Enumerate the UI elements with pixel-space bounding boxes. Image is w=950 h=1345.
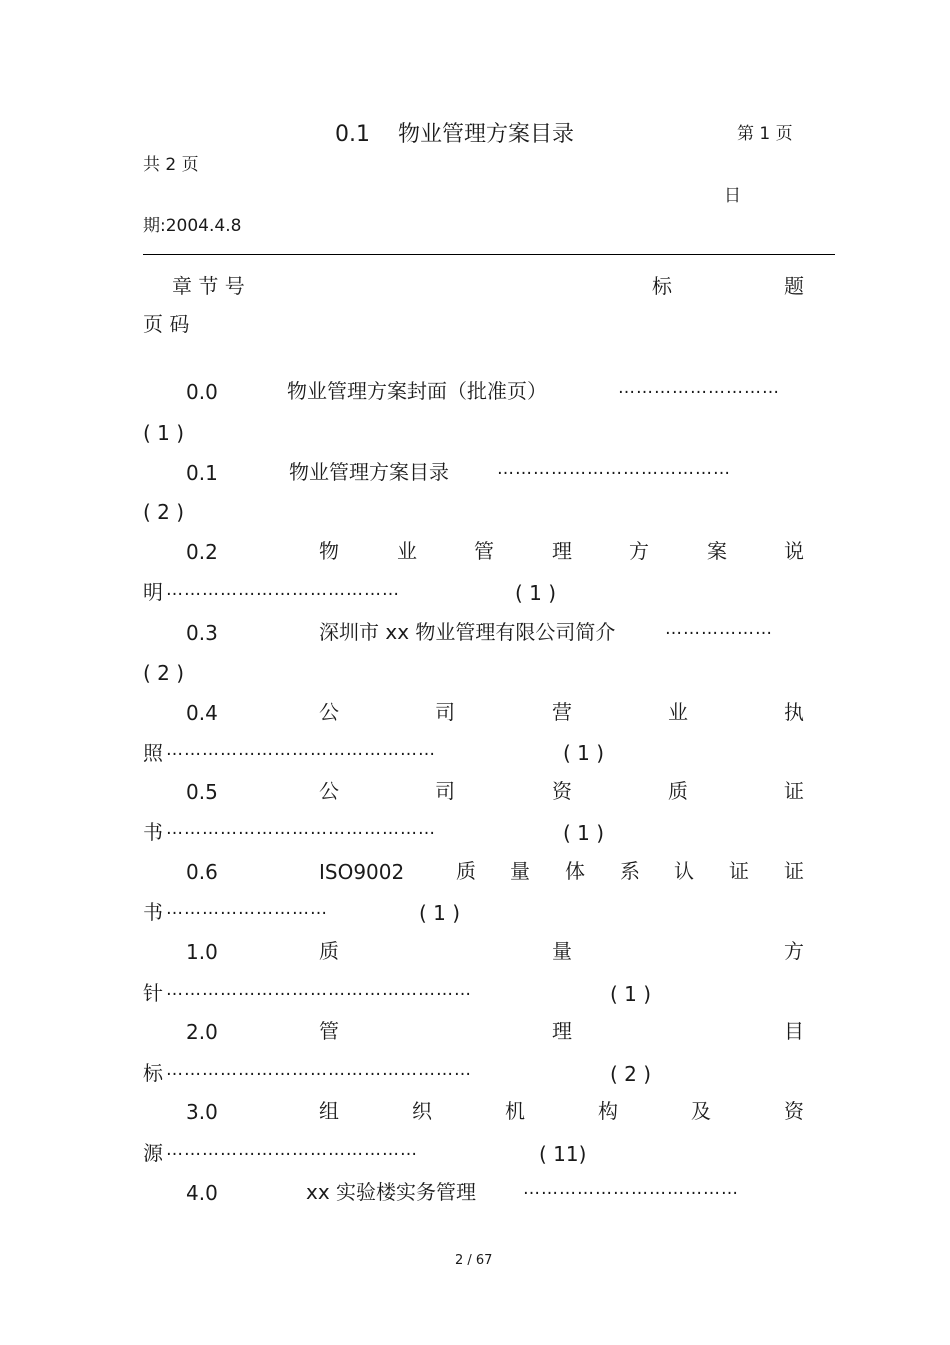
total-pages-label: 共 2 页 xyxy=(143,155,199,175)
header-divider xyxy=(143,254,835,255)
entry-page: ( 1 ) xyxy=(143,421,185,445)
entry-leader: ……………………… xyxy=(166,899,328,919)
entry-title-char: 理 xyxy=(552,539,572,563)
entry-page: ( 1 ) xyxy=(419,901,461,925)
entry-title-char: 物 xyxy=(319,539,339,563)
entry-leader: ……………………………………… xyxy=(166,740,436,760)
entry-leader: ……………………… xyxy=(618,378,780,398)
entry-title-char: 证 xyxy=(729,859,749,883)
entry-title-char: 业 xyxy=(397,539,417,563)
column-chapter: 章 节 号 xyxy=(172,274,245,298)
entry-page: ( 2 ) xyxy=(143,500,185,524)
entry-leader: ………………………………… xyxy=(166,580,400,600)
entry-title-char: 证 xyxy=(784,859,804,883)
entry-title-char: 质 xyxy=(668,779,688,803)
column-title-b: 题 xyxy=(784,274,804,298)
entry-title-char: 体 xyxy=(565,859,585,883)
entry-title: 物业管理方案目录 xyxy=(289,460,449,484)
entry-title-char: 资 xyxy=(784,1099,804,1123)
entry-title-char: 证 xyxy=(784,779,804,803)
entry-number: 0.3 xyxy=(186,621,218,645)
entry-number: 3.0 xyxy=(186,1100,218,1124)
entry-title-continuation: 针 xyxy=(143,981,163,1005)
column-title-a: 标 xyxy=(652,274,672,298)
entry-title-continuation: 明 xyxy=(143,580,163,604)
entry-title-char: 方 xyxy=(784,939,804,963)
entry-title-char: 认 xyxy=(674,859,694,883)
entry-title-char: 量 xyxy=(552,939,572,963)
entry-title: xx 实验楼实务管理 xyxy=(306,1180,477,1204)
entry-title-continuation: 源 xyxy=(143,1141,163,1165)
entry-title-char: 公 xyxy=(319,700,339,724)
entry-leader: ………………………………… xyxy=(497,459,731,479)
entry-title-char: 营 xyxy=(552,700,572,724)
entry-leader: …………………………………… xyxy=(166,1140,418,1160)
entry-title-char: 案 xyxy=(707,539,727,563)
section-number: 0.1 xyxy=(335,122,370,147)
date-value: 期:2004.4.8 xyxy=(143,216,242,236)
entry-title-continuation: 书 xyxy=(143,820,163,844)
entry-title-char: 组 xyxy=(319,1099,339,1123)
entry-number: 0.2 xyxy=(186,540,218,564)
entry-number: 1.0 xyxy=(186,940,218,964)
date-label-char: 日 xyxy=(724,186,741,206)
entry-page: ( 2 ) xyxy=(143,661,185,685)
entry-page: ( 1 ) xyxy=(610,982,652,1006)
entry-title-char: 机 xyxy=(505,1099,525,1123)
entry-title-char: 执 xyxy=(784,700,804,724)
entry-title-char: 公 xyxy=(319,779,339,803)
entry-title-char: 构 xyxy=(598,1099,618,1123)
entry-title-char: 司 xyxy=(435,700,455,724)
entry-title-char: 及 xyxy=(691,1099,711,1123)
entry-title-char: 资 xyxy=(552,779,572,803)
entry-page: ( 2 ) xyxy=(610,1062,652,1086)
page-label: 第 1 页 xyxy=(737,124,793,144)
entry-leader: ……………………………… xyxy=(523,1179,739,1199)
document-title: 物业管理方案目录 xyxy=(398,122,575,147)
entry-page: ( 1 ) xyxy=(515,581,557,605)
entry-page: ( 1 ) xyxy=(563,741,605,765)
entry-number: 0.1 xyxy=(186,461,218,485)
entry-leader: ……………… xyxy=(665,619,773,639)
entry-title-char: 质 xyxy=(319,939,339,963)
entry-title-char: 质 xyxy=(456,859,476,883)
entry-title-continuation: 标 xyxy=(143,1061,163,1085)
entry-title-char: 量 xyxy=(510,859,530,883)
entry-title-char: 系 xyxy=(620,859,640,883)
entry-number: 0.5 xyxy=(186,780,218,804)
entry-leader: ……………………………………… xyxy=(166,819,436,839)
entry-title-char: 方 xyxy=(629,539,649,563)
entry-title-char: 理 xyxy=(552,1019,572,1043)
entry-title-lead: ISO9002 xyxy=(319,860,405,884)
entry-number: 0.6 xyxy=(186,860,218,884)
entry-leader: …………………………………………… xyxy=(166,1060,472,1080)
entry-title: 深圳市 xx 物业管理有限公司简介 xyxy=(319,620,616,644)
entry-number: 0.4 xyxy=(186,701,218,725)
entry-title-char: 司 xyxy=(435,779,455,803)
entry-number: 0.0 xyxy=(186,380,218,404)
entry-title-char: 业 xyxy=(668,700,688,724)
entry-number: 2.0 xyxy=(186,1020,218,1044)
entry-page: ( 11) xyxy=(539,1142,587,1166)
entry-page: ( 1 ) xyxy=(563,821,605,845)
entry-title-char: 说 xyxy=(784,539,804,563)
entry-title-char: 织 xyxy=(412,1099,432,1123)
entry-title: 物业管理方案封面（批准页） xyxy=(287,379,547,403)
entry-leader: …………………………………………… xyxy=(166,980,472,1000)
entry-number: 4.0 xyxy=(186,1181,218,1205)
entry-title-char: 管 xyxy=(474,539,494,563)
column-page-code: 页 码 xyxy=(143,312,190,336)
entry-title-continuation: 照 xyxy=(143,741,163,765)
entry-title-char: 管 xyxy=(319,1019,339,1043)
entry-title-char: 目 xyxy=(784,1019,804,1043)
entry-title-continuation: 书 xyxy=(143,900,163,924)
page-indicator: 2 / 67 xyxy=(455,1253,493,1268)
